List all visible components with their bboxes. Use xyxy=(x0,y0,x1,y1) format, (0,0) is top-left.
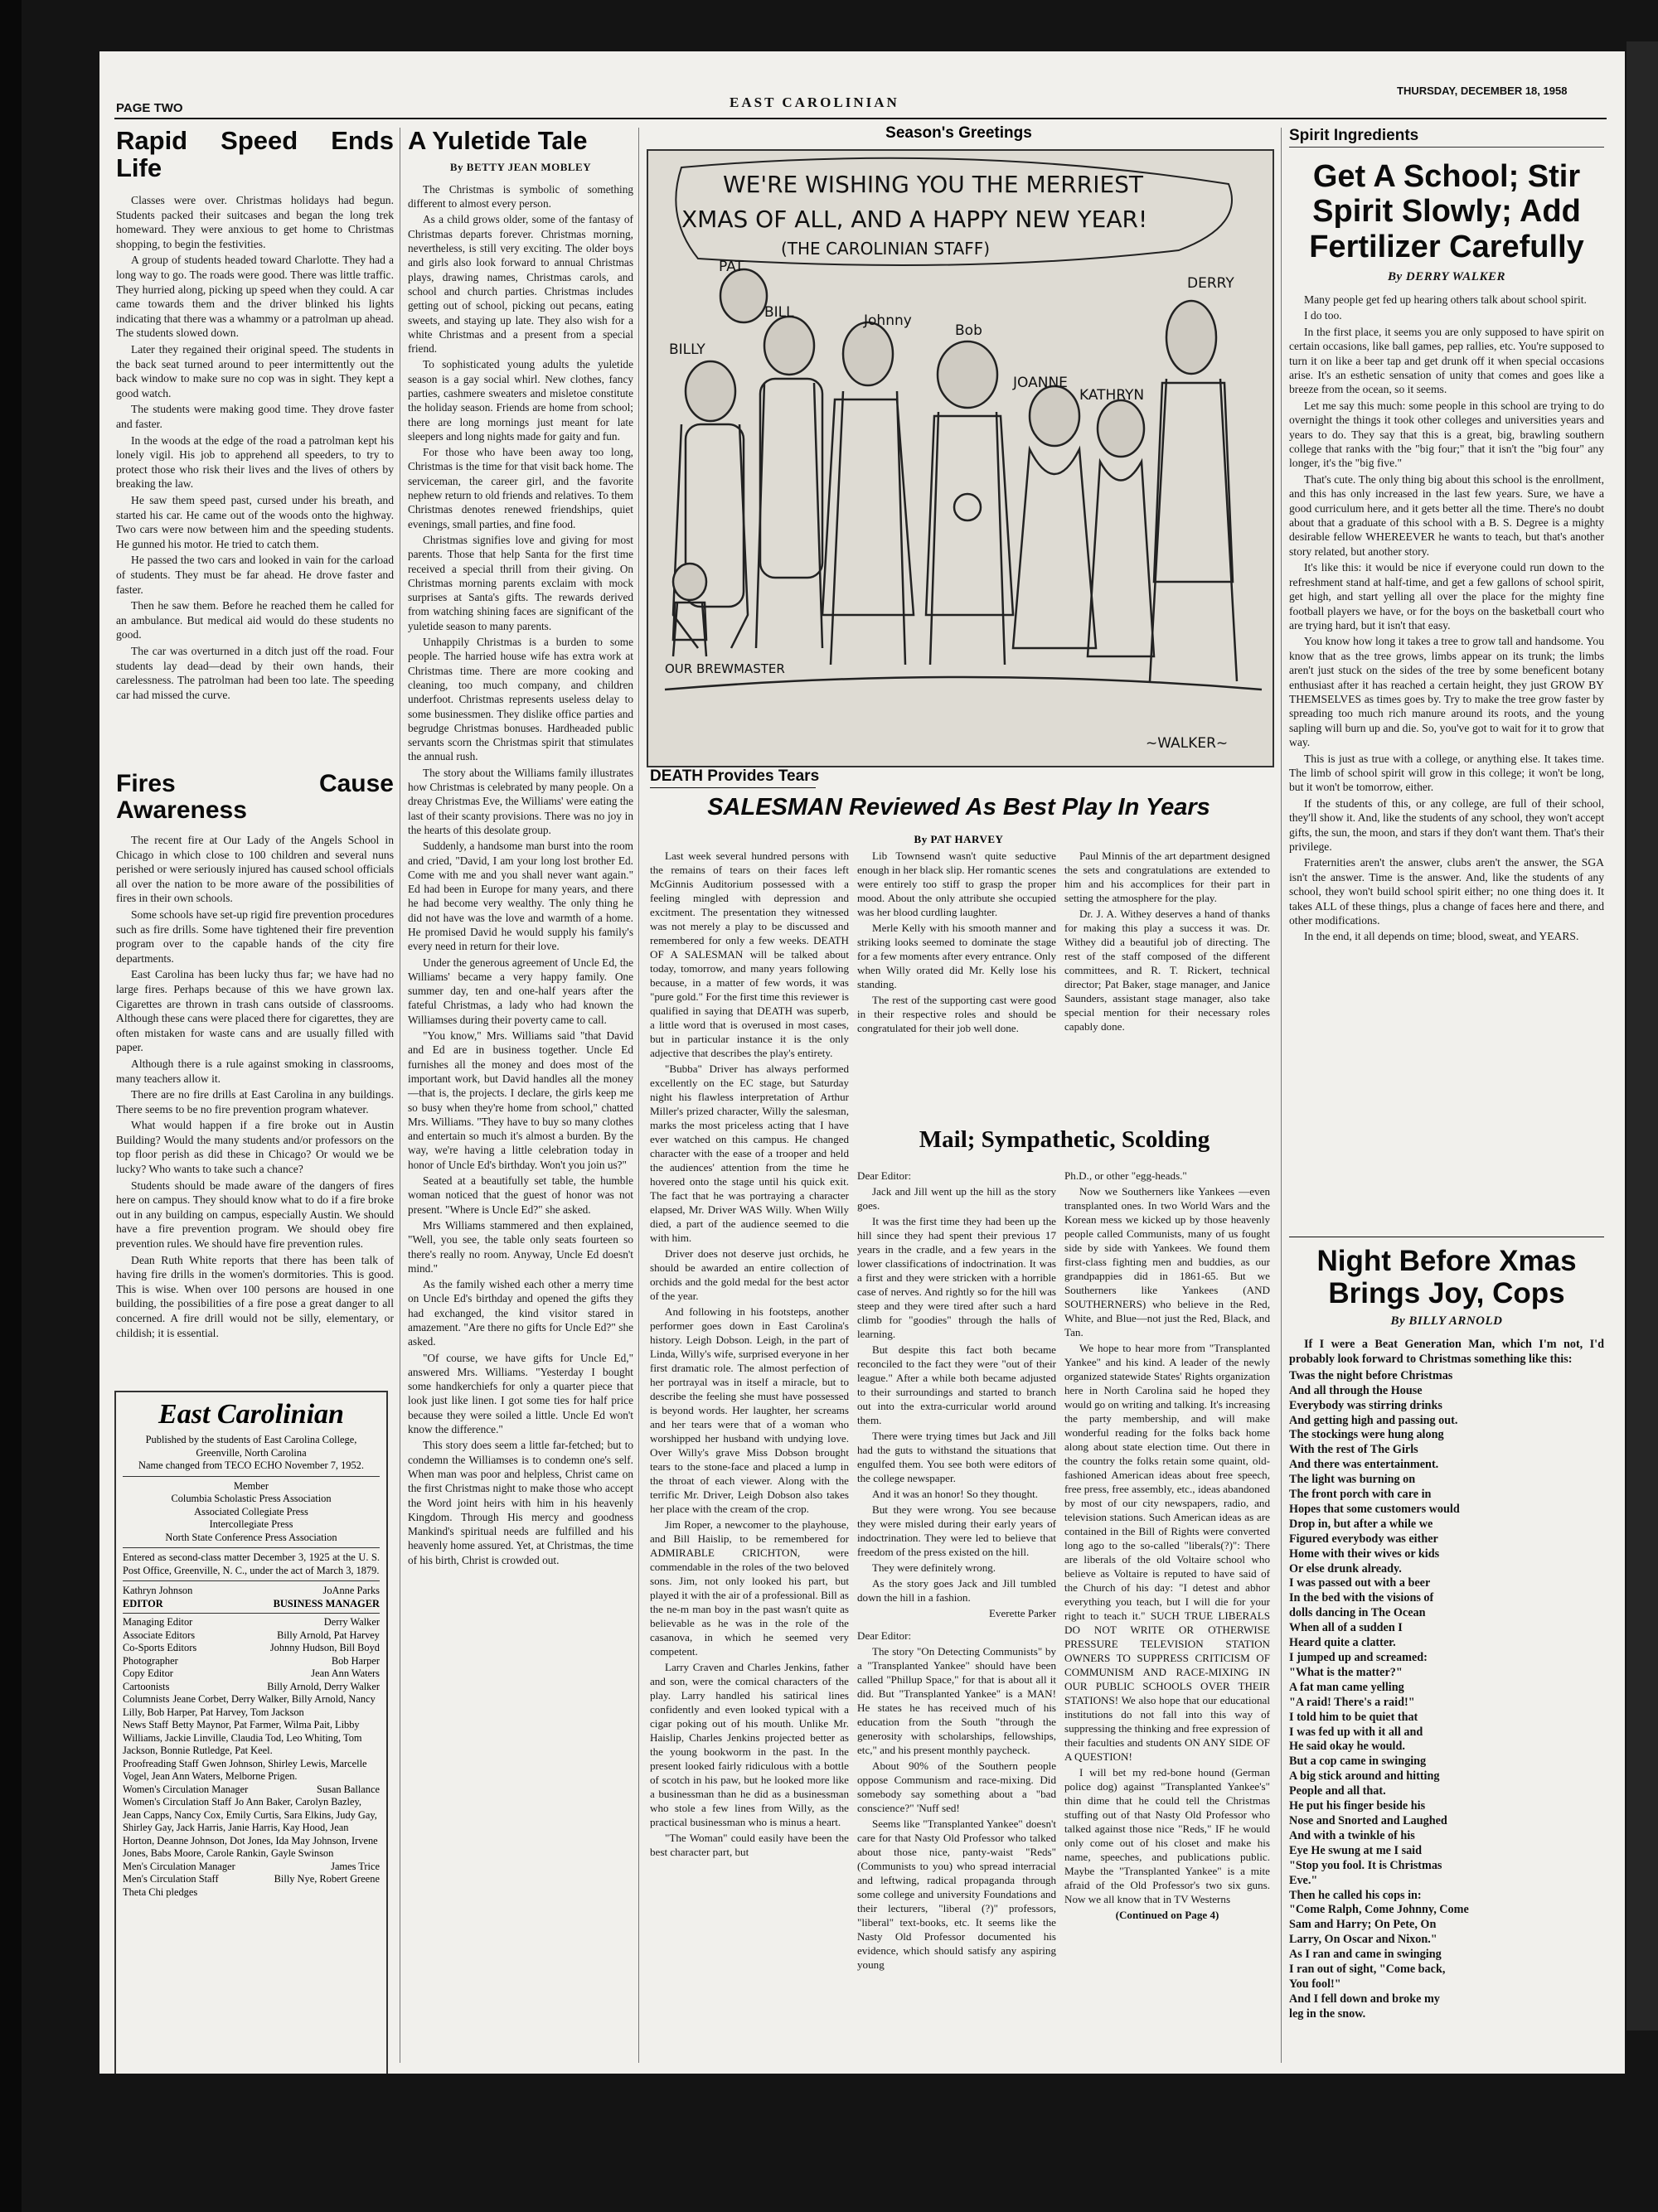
business-manager-title: BUSINESS MANAGER xyxy=(273,1597,380,1609)
publisher-line: Greenville, North Carolina xyxy=(196,1446,307,1459)
article-paragraph: Later they regained their original speed. The students in the back seat turned around to peer intermittently out the back window to make sure no cop was in sight. They kept a good watch. xyxy=(116,343,394,399)
staff-names: Jo Ann Baker, Carolyn Bazley, Jean Capps, Nancy Cox, Emily Curtis, Sara Elkins, Judy Gay, Shirley Gay, Jack Harris, Janie Harris, Kay Hood, Jean Horton, Deanne Johnson, Dot Jones, Ida May Johnson, Irvene Jones, Babs Moore, Carole Rankin, Gayle Swinson xyxy=(123,1796,378,1859)
poem-line: Everybody was stirring drinks xyxy=(1289,1398,1442,1412)
article-paragraph: Lib Townsend wasn't quite seductive enough in her black slip. Her romantic scenes were entirely too stiff to grasp the proper mood. About the only attribute she occupied was her blood curdling laughter. xyxy=(857,849,1056,918)
letter-salutation: Dear Editor: xyxy=(857,1629,912,1642)
staff-row xyxy=(123,1681,380,1694)
member-line: Associated Collegiate Press xyxy=(194,1505,308,1517)
staff-role: Columnists xyxy=(123,1693,170,1705)
article-paragraph: As a child grows older, some of the fantasy of Christmas departs forever. Christmas morning, nevertheless, is still very exciting. The older boys and girls also look forward to annual Christmas plays, drawing names, Christmas carols, and school and church parties. Christmas includes getting out of school, picking out pecans, eating sweets, and staying up late. They also wish for a white Christmas and a present from a special friend. xyxy=(408,213,633,356)
salesman-column-3 xyxy=(1064,849,1270,1035)
poem-line: With the rest of The Girls xyxy=(1289,1443,1418,1457)
member-line: Intercollegiate Press xyxy=(209,1518,293,1530)
article-paragraph: This story does seem a little far-fetched; but to condemn the Williamses is to condemn one's self. When man was poor and helpless, Christ came on the first Christmas night to make those who accept the Word joint heirs with him in his heavenly Kingdom. Through His mercy and goodness Mankind's spiritual needs are fulfilled and his heavenly home assured. Yet, at Christmas, the time of his birth, Christ is crowded out. xyxy=(408,1439,633,1566)
staff-row xyxy=(123,1693,380,1719)
poem-line: The front porch with care in xyxy=(1289,1488,1432,1502)
article-paragraph: Many people get fed up hearing others talk about school spirit. xyxy=(1304,293,1587,306)
staff-role: Co-Sports Editors xyxy=(123,1642,197,1653)
rapid-speed-article xyxy=(116,128,394,704)
salesman-column-1 xyxy=(650,849,849,1861)
staff-names: Billy Nye, Robert Greene xyxy=(274,1873,380,1885)
poem-line: And with a twinkle of his xyxy=(1289,1828,1415,1842)
scan-edge-left xyxy=(0,0,22,2212)
cartoon-label: PAT xyxy=(719,259,744,275)
poem-line: Larry, On Oscar and Nixon." xyxy=(1289,1933,1437,1947)
cartoon-label: JOANNE xyxy=(1013,375,1068,391)
staff-role: Men's Circulation Manager xyxy=(123,1860,235,1872)
article-paragraph: Paul Minnis of the art department designed the sets and congratulations are extended to him and his accomplices for their part in setting the atmosphere for the play. xyxy=(1064,849,1270,904)
cartoon-label: Bob xyxy=(955,322,982,339)
article-paragraph: The students were making good time. They drove faster and faster. xyxy=(116,403,394,430)
article-paragraph: Some schools have set-up rigid fire prevention procedures such as fire drills. Some have tightened their fire prevention program over to the capable hands of the city fire departments. xyxy=(116,908,394,965)
article-paragraph: The car was overturned in a ditch just off the road. Four students lay dead—dead by their own hands, their carelessness. The patrolman had been too late. The speeding car had missed the curve. xyxy=(116,644,394,701)
staff-role: Copy Editor xyxy=(123,1667,173,1679)
poem-line: And getting high and passing out. xyxy=(1289,1413,1458,1427)
xmas-article xyxy=(1289,1245,1604,2022)
editor-title-row xyxy=(123,1598,380,1614)
letter-paragraph: Seems like "Transplanted Yankee" doesn't care for that Nasty Old Professor who talked about those nice, panty-waist "Reds" (Communists to you) who spread interracial and leftwing, radical propaganda through some college and university Foundations and their lecturers, "liberal (?)" professors, "liberal" text-books, etc. It seems like the Nasty Old Professor documented his evidence, which should satisfy any aspiring young xyxy=(857,1818,1056,1971)
article-paragraph: Christmas signifies love and giving for most parents. Those that help Santa for the first time received a special thrill from their giving. On Christmas morning parents exclaim with mock surprises at Santa's gifts. The rewards derived from watching shining faces are significant of the yuletide season to many parents. xyxy=(408,533,633,632)
paper-name: EAST CAROLINIAN xyxy=(730,94,899,110)
letter-paragraph: But they were wrong. You see because they were misled during their early years of indoctrination. They were led to believe that freedom of the press existed on the hill. xyxy=(857,1503,1056,1558)
xmas-headline: Night Before Xmas Brings Joy, Cops xyxy=(1316,1245,1577,1310)
holiday-cartoon xyxy=(647,149,1274,767)
salesman-headline: SALESMAN Reviewed As Best Play In Years xyxy=(707,794,1210,820)
article-paragraph: It's like this: it would be nice if everyone could run down to the refreshment stand at half-time, and get a few gallons of school spirit, get high, and start yelling all over the place for the mighty fine football players we have, or for the boys on the basketball court who are trying hard, but it isn't that easy. xyxy=(1289,561,1604,632)
article-paragraph: Then he saw them. Before he reached them he called for an ambulance. But medical aid would do these students no good. xyxy=(116,599,394,641)
article-paragraph: He passed the two cars and looked in vain for the carload of students. They must be far ahead. He drove faster and faster. xyxy=(116,554,394,596)
article-paragraph: Under the generous agreement of Uncle Ed, the Williams' became a very happy family. One summer day, ten and one-half years after the fateful Christmas, a lady who had known the Williamses during their poverty came to call. xyxy=(408,956,633,1026)
article-paragraph: Students should be made aware of the dangers of fires here on campus. They should know what to do if a fire broke out in any building on campus, especially Austin. We should have a fire prevention program. We should obey fire prevention rules. We should have fire prevention rules. xyxy=(116,1179,394,1251)
poem-line: In the bed with the visions of xyxy=(1289,1591,1434,1605)
staff-row xyxy=(123,1616,380,1629)
staff-row xyxy=(123,1861,380,1874)
spirit-article xyxy=(1289,128,1604,946)
letter-paragraph: But despite this fact both became reconciled to the fact they were "out of their league." After a while both became adjusted to their surroundings and started to branch out into the extra-curricular world around them. xyxy=(857,1343,1056,1426)
staff-row xyxy=(123,1784,380,1797)
staff-role: Associate Editors xyxy=(123,1629,196,1641)
letter-paragraph: About 90% of the Southern people oppose Communism and race-mixing. Did somebody say something about a "bad conscience?" 'Nuff sed! xyxy=(857,1759,1056,1814)
cartoon-brewmaster-label: OUR BREWMASTER xyxy=(665,661,785,676)
continued-note: (Continued on Page 4) xyxy=(1115,1909,1219,1921)
poem-line: dolls dancing in The Ocean xyxy=(1289,1606,1426,1620)
poem-line: leg in the snow. xyxy=(1289,2006,1366,2021)
issue-date: THURSDAY, DECEMBER 18, 1958 xyxy=(1397,85,1568,97)
poem-line: Eve." xyxy=(1289,1873,1318,1887)
mail-column-2 xyxy=(1064,1169,1270,1924)
article-paragraph: Although there is a rule against smoking in classrooms, many teachers allow it. xyxy=(116,1057,394,1085)
mail-headline: Mail; Sympathetic, Scolding xyxy=(919,1126,1210,1153)
article-paragraph: The recent fire at Our Lady of the Angels School in Chicago in which close to 100 children and several nuns perished or were seriously injured has caused school officials all over the nation to be more aware of the possibilities of fires in their own schools. xyxy=(116,834,394,905)
article-paragraph: And following in his footsteps, another performer goes down in East Carolina's history. Leigh Dobson. Leigh, in the part of Linda, Willy's wife, surprised everyone in her first dramatic role. The almost perfection of her portrayal was in itself a miracle, but to describe the feeling she must have possessed is beyond words. Her laughter, her screams and her tears were that of a woman who worshipped her husband with undying love. Over Willy's grave Miss Dobson brought tears to the stone-face and placed a lump in the throat of each viewer. Along with the terrific Mr. Driver, Leigh Dobson also takes her place with the cream of the crop. xyxy=(650,1305,849,1515)
poem-line: The stockings were hung along xyxy=(1289,1428,1444,1442)
letter-paragraph: Ph.D., or other "egg-heads." xyxy=(1064,1169,1187,1182)
editor-row xyxy=(123,1585,380,1598)
article-paragraph: A group of students headed toward Charlotte. They had a long way to go. The roads were good. There was little traffic. They hurried along, picking up speed when they could. A car came towards them and the driver blinked his lights indicating that there was a whammy or a patrolman up ahead. The students slowed down. xyxy=(116,254,394,340)
poem-line: Figured everybody was either xyxy=(1289,1532,1438,1546)
staff-role: Cartoonists xyxy=(123,1680,170,1692)
poem-line: A fat man came yelling xyxy=(1289,1680,1404,1694)
poem-line: "What is the matter?" xyxy=(1289,1665,1403,1679)
poem-line: He said okay he would. xyxy=(1289,1740,1405,1754)
staff-row xyxy=(123,1796,380,1861)
poem-line: I was fed up with it all and xyxy=(1289,1725,1423,1739)
poem-line: A big stick around and hitting xyxy=(1289,1769,1440,1784)
cartoon-caption-1: WE'RE WISHING YOU THE MERRIEST xyxy=(723,171,1144,198)
cartoon-caption-2: XMAS OF ALL, AND A HAPPY NEW YEAR! xyxy=(681,206,1148,233)
spirit-byline: By DERRY WALKER xyxy=(1388,269,1505,283)
poem-line: As I ran and came in swinging xyxy=(1289,1948,1442,1962)
article-paragraph: Mrs Williams stammered and then explained, "Well, you see, the table only seats fourteen so there's really no room. Anyway, Uncle Ed doesn't mind." xyxy=(408,1218,633,1275)
letter-paragraph: The story "On Detecting Communists" by a "Transplanted Yankee" should have been called "Phillup Space," for that is about all it did. But "Transplanted Yankee" is a MAN! He states he has received much of his education from the South "through the generosity with scholarships, fellowships, etc," and his present monthly paycheck. xyxy=(857,1645,1056,1756)
letter-paragraph: We hope to hear more from "Transplanted Yankee" and his kind. A leader of the newly organized statewide States' Rights organization here in North Carolina said he hoped they would go on writing and talking. It's increasing the party membership, and will make wonderful reading for the folks back home along about state election time. Out there in the country the folks retain some quaint, old-fashioned American ideas about free speech, free press, free assembly, etc., ideas abandoned by most of our city newspapers, radio, and television stations. Such American ideas as are contained in the Bill of Rights were converted long ago to the so-called "liberals(?)": There are liberals of the old Voltaire school who believe as Voltaire is reputed to have said of the Church of his day: "I detest and abhor everything you teach, but I will die for your right to teach it." SUCH TRUE LIBERALS DO NOT WRITE OR OTHERWISE PRESSURE TELEVISION STATION OWNERS TO SUPPRESS CRITICISM OF COMMUNISM AND RACE-MIXING IN OUR PUBLIC SCHOOLS OVER THEIR STATIONS! We also hope that our educational institutions do not fall into this way of suppressing the thinking and free expression of their faculties and students ON ANY SIDE OF A QUESTION! xyxy=(1064,1342,1270,1763)
article-paragraph: You know how long it takes a tree to grow tall and handsome. You know that as the tree grows, limbs appear on its trunk; the limbs aren't just stuck on the sides of the tree by some beneficent botany enthusiast after it has reached a certain height, they just GROW BY THEMSELVES as times goes by. Try to make the tree grow faster by spreading too much rich manure around its roots, and the young sapling will burn up and die. So, you've got to wait for it to grow that way. xyxy=(1289,635,1604,749)
poem-line: When all of a sudden I xyxy=(1289,1621,1403,1635)
article-paragraph: Larry Craven and Charles Jenkins, father and son, were the comical characters of the play. Larry handled his satirical lines confidently and even looked typical with a cigar poking out of his mouth. Unlike Mr. Haislip, Charles Jenkins projected better as the young bookworm in the past. In the present looked fairly ridiculous with a bottle of scotch in his paw, but he looked more like a businessman than he did as a businessman who stole a few lines from Willy, as the practical businessman who is minus a heart. xyxy=(650,1661,849,1828)
mail-column-1 xyxy=(857,1169,1056,1973)
staff-names: Susan Ballance xyxy=(316,1783,380,1795)
staff-list xyxy=(123,1616,380,1899)
spirit-headline: Get A School; Stir Spirit Slowly; Add Fertilizer Carefully xyxy=(1309,158,1584,265)
staff-row xyxy=(123,1629,380,1643)
poem-line: Nose and Snorted and Laughed xyxy=(1289,1813,1447,1827)
staff-role: Photographer xyxy=(123,1654,178,1667)
article-paragraph: "The Woman" could easily have been the best character part, but xyxy=(650,1832,849,1858)
poem-line: Or else drunk already. xyxy=(1289,1561,1402,1576)
cartoon-drawing xyxy=(648,151,1273,766)
article-paragraph: "Bubba" Driver has always performed excellently on the EC stage, but Saturday night his flawless interpretation of Arthur Miller's prized character, Willy the salesman, marks the most priceless acting that I have ever watched on this campus. He changed character with the ease of a trooper and held the audiences' attention from the time he hovered onto the stage until his quick exit. The fact that he was portraying a character elapsed, Mr. Driver WAS Willy. When Willy died, a part of the audience seemed to die with him. xyxy=(650,1062,849,1244)
letter-paragraph: As the story goes Jack and Jill tumbled down the hill in a fashion. xyxy=(857,1577,1056,1604)
poem-line: "A raid! There's a raid!" xyxy=(1289,1695,1415,1709)
staff-names: James Trice xyxy=(331,1860,380,1872)
staff-row xyxy=(123,1886,380,1900)
article-paragraph: Seated at a beautifully set table, the humble woman noticed that the guest of honor was not present. "Where is Uncle Ed?" she asked. xyxy=(408,1174,633,1216)
poem-line: You fool!" xyxy=(1289,1977,1341,1991)
poem-line: Heard quite a clatter. xyxy=(1289,1636,1396,1650)
staff-role: Proofreading Staff xyxy=(123,1757,199,1769)
staff-role: Theta Chi pledges xyxy=(123,1885,198,1898)
article-paragraph: There are no fire drills at East Carolina in any buildings. There seems to be no fire prevention program whatever. xyxy=(116,1088,394,1116)
poem-line: Then he called his cops in: xyxy=(1289,1888,1422,1902)
staff-box xyxy=(114,1391,388,2074)
staff-names: Billy Arnold, Pat Harvey xyxy=(277,1629,380,1641)
article-paragraph: That's cute. The only thing big about this school is the enrollment, and this has only increased in the last few years. Sure, we have a good curriculum here, and it gets better all the time. There's no doubt about that a graduate of this school with a B. S. Degree is a mighty desirable fellow WHEREEVER he wants to teach, but that's another story related, but another story. xyxy=(1289,472,1604,558)
xmas-byline: By BILLY ARNOLD xyxy=(1390,1314,1503,1329)
article-paragraph: I do too. xyxy=(1304,309,1342,322)
staff-role: Women's Circulation Staff xyxy=(123,1796,232,1808)
masthead-rule xyxy=(114,118,1607,119)
member-line: Columbia Scholastic Press Association xyxy=(171,1493,332,1504)
fires-headline: Fires Cause Awareness xyxy=(116,770,394,824)
poem-line: Drop in, but after a while we xyxy=(1289,1517,1433,1531)
staff-names: Derry Walker xyxy=(323,1616,380,1628)
poem-line: Sam and Harry; On Pete, On xyxy=(1289,1918,1437,1932)
cartoon-label: DERRY xyxy=(1187,275,1234,292)
article-paragraph: The rest of the supporting cast were good in their respective roles and should be congratulated for their job well done. xyxy=(857,994,1056,1034)
salesman-kicker: DEATH Provides Tears xyxy=(650,767,820,785)
salesman-column-2 xyxy=(857,849,1056,1037)
article-paragraph: Dr. J. A. Withey deserves a hand of thanks for making this play a success it was. Dr. Withey did a beautiful job of directing. The rest of the staff composed of the different committees, and R. T. Rickert, technical director; Pat Baker, stage manager, and Janice Saunders, assistant stage manager, also take special mention for their necessary roles capably done. xyxy=(1064,908,1270,1033)
staff-row xyxy=(123,1667,380,1681)
staff-role: News Staff xyxy=(123,1719,169,1730)
cartoon-label: BILL xyxy=(764,304,794,321)
cartoon-label: KATHRYN xyxy=(1079,387,1145,404)
article-paragraph: If the students of this, or any college, are full of their school, they'll show it. And, like the students of any school, they won't accept gifts, the sun, the moon, and stars if they don't want them. That's their privilege. xyxy=(1289,796,1604,854)
poem-line: I told him to be quiet that xyxy=(1289,1710,1418,1724)
poem-line: But a cop came in swinging xyxy=(1289,1755,1427,1769)
spirit-kicker: Spirit Ingredients xyxy=(1289,128,1604,148)
staff-names: Jean Ann Waters xyxy=(311,1667,380,1679)
poem-line: "Come Ralph, Come Johnny, Come xyxy=(1289,1903,1469,1917)
poem-line: And I fell down and broke my xyxy=(1289,1992,1440,2006)
staff-names: Jeane Corbet, Derry Walker, Billy Arnold, Nancy Lilly, Bob Harper, Pat Harvey, Tom Jackson xyxy=(123,1693,376,1718)
article-paragraph: Dean Ruth White reports that there has been talk of having fire drills in the women's dormitories. This is good. This is wise. When over 100 persons are housed in one building, the possibilities of a fire pose a great danger to all concerned. A fire drill would not be silly, elementary, or childish; it is essential. xyxy=(116,1253,394,1339)
article-paragraph: Suddenly, a handsome man burst into the room and cried, "David, I am your long lost brother Ed. Come with me and you shall never want again." Ed had been in Europe for many years, and there he had become very wealthy. The only thing he did not have was the love and warmth of a home. He promised David he would supply his family's every need in return for their love. xyxy=(408,840,633,953)
staff-row xyxy=(123,1758,380,1784)
staff-names: Gwen Johnson, Shirley Lewis, Marcelle Vogel, Jean Ann Waters, Melborne Prigen. xyxy=(123,1757,367,1782)
scan-edge-right xyxy=(1626,41,1658,2030)
article-paragraph: Unhappily Christmas is a burden to some people. The harried house wife has extra work at Christmas time. There are more cooking and cleaning, too much company, and children underfoot. Christmas represents useless delay to some businessmen. They dislike office parties and begrudge Christmas bonuses. Hardheaded public servants scorn the Christmas spirit that stimulates the annual rush. xyxy=(408,636,633,763)
article-paragraph: Last week several hundred persons with the remains of tears on their faces left McGinnis Auditorium possessed with a feeling mingled with depression and excitment. The presentation they witnessed was not merely a play to be discussed and remembered for only a few weeks. DEATH OF A SALESMAN will be talked about today, tomorrow, and many years following because, in a matter of few words, it was "pure gold." For the first time this reviewer is qualified in saying that DEATH was superb, a little word that is overused in most cases, but in particular instance it is the only adjective that describes the play's entirety. xyxy=(650,849,849,1059)
poem-line: And there was entertainment. xyxy=(1289,1458,1439,1472)
entry-notice: Entered as second-class matter December 3, 1925 at the U. S. Post Office, Greenville, N. C., under the act of March 3, 1879. xyxy=(123,1551,380,1581)
article-paragraph: In the woods at the edge of the road a patrolman kept his lonely vigil. His job to apprehend all speeders, to try to protect those who risk their lives and the lives of others by breaking the law. xyxy=(116,433,394,491)
staff-row xyxy=(123,1873,380,1886)
yuletide-article xyxy=(408,128,633,1569)
yuletide-byline: By BETTY JEAN MOBLEY xyxy=(449,160,592,173)
letter-salutation: Dear Editor: xyxy=(857,1169,912,1182)
poem-line: People and all that. xyxy=(1289,1784,1386,1798)
article-paragraph: Fraternities aren't the answer, clubs aren't the answer, the SGA isn't the answer. Time is the answer. And, like the students of any school, they won't build school spirit either; no one thing does it. It takes ALL of these things, plus a change of faces here and there, and other modifications. xyxy=(1289,856,1604,927)
staff-names: Betty Maynor, Pat Farmer, Wilma Pait, Libby Williams, Jackie Linville, Claudia Tod, Leo Whiting, Tom Jackson, Bonnie Rutledge, Pat Keel. xyxy=(123,1719,362,1756)
article-paragraph: "Of course, we have gifts for Uncle Ed," answered Mrs. Williams. "Yesterday I bought some handkerchiefs for only a quarter piece that look just like linen. I got some ties for half price because they were soiled a little. Uncle Ed won't know the difference." xyxy=(408,1351,633,1436)
article-paragraph: Let me say this much: some people in this school are trying to do overnight the things it took other colleges and universities years and years to do. They say that this is a great, big, brawling southern college that ranks with the "big four;" that it isn't the "big four" any longer, it's the "big five." xyxy=(1289,399,1604,470)
letter-paragraph: It was the first time they had been up the hill since they had spent their previous 17 years in the cradle, and a few years in the lower classifications of indoctrination. It was a first and they were stricken with a horrible case of nerves. And rightly so for the hill was steep and they were tired after such a hard climb for "goodies" through the halls of learning. xyxy=(857,1215,1056,1340)
rapid-speed-headline: Rapid Speed Ends Life xyxy=(116,126,394,182)
letter-signature: Everette Parker xyxy=(988,1607,1056,1619)
publisher-line: Name changed from TECO ECHO November 7, 1952. xyxy=(123,1459,380,1477)
article-paragraph: The story about the Williams family illustrates how Christmas is celebrated by many people. On a dreay Christmas Eve, the Williams' were eating the last of their scanty provisions. There was no joy in the hearts of this desolate group. xyxy=(408,766,633,836)
article-paragraph: Classes were over. Christmas holidays had begun. Students packed their suitcases and began the long trek homeward. They were anxious to get home to Christmas shopping, to begin the festivities. xyxy=(116,194,394,250)
letter-paragraph: Jack and Jill went up the hill as the story goes. xyxy=(857,1185,1056,1212)
poem-line: Twas the night before Christmas xyxy=(1289,1368,1453,1382)
publisher-line: Published by the students of East Carolina College, xyxy=(145,1434,357,1445)
article-paragraph: To sophisticated young adults the yuletide season is a gay social whirl. New clothes, fancy parties, cashmere sweaters and misletoe constitute the holiday season. Friends are home from school; there are long mornings just meant for late sleepers and long nights made for gaity and fun. xyxy=(408,358,633,443)
letter-paragraph: There were trying times but Jack and Jill had the guts to withstand the situations that engulfed them. You see both were editors of the college newspaper. xyxy=(857,1430,1056,1484)
letter-paragraph: I will bet my red-bone hound (German police dog) against "Transplanted Yankee's" thin dime that he could tell the Christmas stuffing out of that Nasty Old Professor who talked against those nice "Reds," IF he would only come out of his closet and make his name, speeches, and publications public. Maybe the "Transplanted Yankee" is a mite afraid of the Old Professor's two six guns. Now we all know that in TV Westerns xyxy=(1064,1766,1270,1905)
article-paragraph: Driver does not deserve just orchids, he should be awarded an entire collection of orchids and the gold medal for the best actor of the year. xyxy=(650,1247,849,1302)
article-paragraph: The Christmas is symbolic of something different to almost every person. xyxy=(408,182,633,211)
yuletide-headline: A Yuletide Tale xyxy=(408,126,588,155)
staff-names: Bob Harper xyxy=(331,1654,380,1667)
staff-row xyxy=(123,1719,380,1758)
editor-title: EDITOR xyxy=(123,1597,163,1609)
letter-paragraph: And it was an honor! So they thought. xyxy=(872,1488,1039,1500)
article-paragraph: As the family wished each other a merry time on Uncle Ed's birthday and opened the gifts they had exchanged, the kind visitor stared in amazement. "Are there no gifts for Uncle Ed?" she asked. xyxy=(408,1278,633,1348)
cartoon-label: Johnny xyxy=(864,312,912,329)
staff-role: Men's Circulation Staff xyxy=(123,1873,219,1885)
letter-paragraph: They were definitely wrong. xyxy=(872,1561,996,1574)
column-rule xyxy=(638,128,639,2063)
article-paragraph: East Carolina has been lucky thus far; we have had no large fires. Perhaps because of this we have grown lax. Cigarettes are thrown in trash cans outside of classrooms. Although these cans were placed there for cigarettes, they are often mistaken for waste cans and are usually filled with paper. xyxy=(116,968,394,1054)
newspaper-page xyxy=(99,51,1625,2074)
editor-name: Kathryn Johnson xyxy=(123,1585,193,1596)
staff-role: Managing Editor xyxy=(123,1616,193,1628)
poem-line: And all through the House xyxy=(1289,1383,1423,1397)
fires-article xyxy=(116,771,394,1342)
article-paragraph: This is just as true with a college, or anything else. It takes time. The limb of school spirit will grow in this college; it won't be long, but it won't be tomorrow, either. xyxy=(1289,752,1604,794)
poem-line: Eye He swung at me I said xyxy=(1289,1843,1423,1857)
business-manager-name: JoAnne Parks xyxy=(322,1585,380,1596)
staff-row xyxy=(123,1642,380,1655)
xmas-poem xyxy=(1289,1369,1604,2022)
poem-line: I jumped up and screamed: xyxy=(1289,1651,1428,1664)
staff-names: Billy Arnold, Derry Walker xyxy=(267,1680,380,1692)
cartoon-title: Season's Greetings xyxy=(885,124,1032,142)
column-rule xyxy=(1281,128,1282,2063)
poem-line: I was passed out with a beer xyxy=(1289,1576,1431,1590)
article-paragraph: What would happen if a fire broke out in Austin Building? Would the many students and/or professors on the top floor perish as did these in Chicago? Or would we be lucky? Who wants to take such a chance? xyxy=(116,1119,394,1176)
article-paragraph: For those who have been away too long, Christmas is the time for that visit back home. The serviceman, the career girl, and the favorite nephew return to old friends and relatives. To them Christmas denotes renewed friendships, quiet evenings, small parties, and fine food. xyxy=(408,446,633,530)
xmas-intro: If I were a Beat Generation Man, which I'm not, I'd probably look forward to Christmas something like this: xyxy=(1289,1337,1604,1366)
cartoon-label: BILLY xyxy=(669,341,705,358)
cartoon-caption-3: (THE CAROLINIAN STAFF) xyxy=(781,239,991,259)
page-number: PAGE TWO xyxy=(116,101,183,115)
poem-line: The light was burning on xyxy=(1289,1473,1416,1487)
article-paragraph: Jim Roper, a newcomer to the playhouse, and Bill Haislip, to be remembered for ADMIRABLE CRICHTON, were commendable in the roles of the two beloved sons. Jim, not only looked his part, but played it with the air of a professional. Bill as the ne-m man boy in the past wasn't quite as believable as he was in the role of the casanova, in which he seemed very competent. xyxy=(650,1518,849,1658)
article-paragraph: He saw them speed past, cursed under his breath, and started his car. He came out of the woods onto the highway. Two cars were now between him and the speeding students. He gunned his motor. He tried to catch them. xyxy=(116,493,394,550)
kicker-rule xyxy=(650,787,816,788)
member-line: Member xyxy=(234,1479,269,1492)
staff-box-title: East Carolinian xyxy=(158,1399,344,1430)
article-paragraph: Merle Kelly with his smooth manner and striking looks seemed to dominate the stage for a few moments after every entrance. Only when Willy orated did Mr. Kelly lose his standing. xyxy=(857,922,1056,990)
poem-line: I ran out of sight, "Come back, xyxy=(1289,1963,1446,1977)
cartoon-signature: ~WALKER~ xyxy=(1146,735,1229,752)
poem-line: He put his finger beside his xyxy=(1289,1799,1426,1813)
article-paragraph: In the end, it all depends on time; blood, sweat, and YEARS. xyxy=(1304,930,1579,943)
member-line: North State Conference Press Association xyxy=(123,1532,380,1549)
article-paragraph: In the first place, it seems you are only supposed to have spirit on certain occasions, like ball games, pep rallies, etc. You're supposed to turn it on like a beer tap and get drunk off it when special occasions arise. It's an esthetic sensation of unity that comes and goes like a breeze from the ocean, so it seems. xyxy=(1289,325,1604,396)
poem-line: Hopes that some customers would xyxy=(1289,1502,1460,1516)
poem-line: "Stop you fool. It is Christmas xyxy=(1289,1858,1442,1872)
staff-row xyxy=(123,1655,380,1668)
letter-paragraph: Now we Southerners like Yankees —even transplanted ones. In two World Wars and the Korean mess we kicked up by those heavenly people called Communists, many of us fought side by side with Yankees. We found them first-class fighting men and buddies, as our grandpappies did in 1861-65. But we Southerners like Yankees (AND SOUTHERNERS) who believe in the Red, White, and Blue—not just the Red, Black, and Tan. xyxy=(1064,1185,1270,1338)
salesman-byline: By PAT HARVEY xyxy=(914,833,1004,845)
poem-line: Home with their wives or kids xyxy=(1289,1546,1440,1561)
staff-role: Women's Circulation Manager xyxy=(123,1783,249,1795)
article-paragraph: "You know," Mrs. Williams said "that David and Ed are in business together. Uncle Ed furnishes all the money and does most of the important work, but David handles all the money—that is, the projects. I declare, the girls keep me so busy when they're home from school," chatted Mrs. Williams. "They have to buy so many clothes and entertain so much it's almost a burden. By the way, we're having a little celebration today in honor of Uncle Ed's birthday. Won't you join us?" xyxy=(408,1029,633,1171)
staff-names: Johnny Hudson, Bill Boyd xyxy=(269,1642,380,1653)
